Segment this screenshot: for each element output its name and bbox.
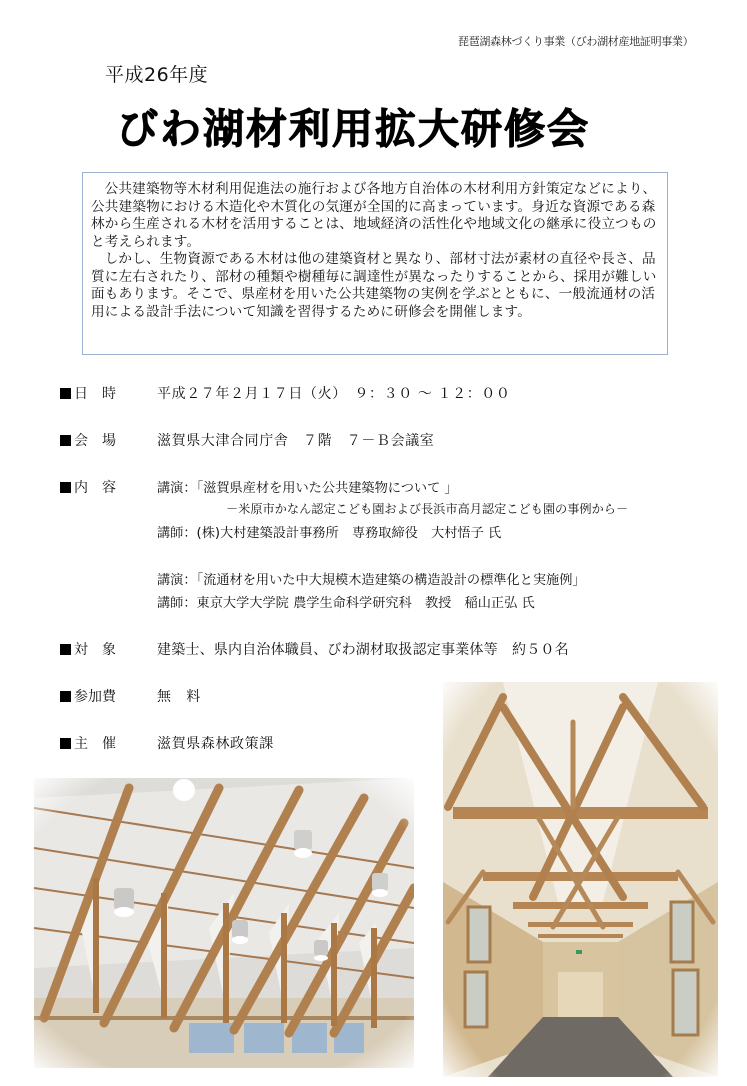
- corridor-truss-illustration: [443, 682, 718, 1077]
- bullet-square-icon: [60, 691, 71, 702]
- datetime-row: [60, 383, 511, 403]
- audience-row: [60, 639, 569, 659]
- venue-value: 滋賀県大津合同庁舎 ７階 ７－Ｂ会議室: [157, 433, 435, 449]
- hall-truss-illustration: [34, 778, 414, 1068]
- bullet-square-icon: [60, 388, 71, 399]
- fiscal-year: 平成26年度: [105, 64, 209, 86]
- organizer-value: 滋賀県森林政策課: [157, 736, 274, 752]
- bullet-square-icon: [60, 482, 71, 493]
- venue-label: 会 場: [74, 433, 116, 449]
- datetime-label: 日 時: [74, 386, 116, 402]
- bullet-square-icon: [60, 738, 71, 749]
- venue-row: [60, 430, 434, 450]
- bullet-square-icon: [60, 435, 71, 446]
- organizer-label: 主 催: [74, 736, 116, 752]
- lecture-1-title: 講演：「滋賀県産材を用いた公共建築物について 」: [157, 481, 458, 496]
- intro-box: [82, 172, 668, 355]
- lecture-2-title: 講演：「流通材を用いた中大規模木造建築の構造設計の標準化と実施例」: [157, 573, 586, 588]
- audience-value: 建築士、県内自治体職員、びわ湖材取扱認定事業体等 約５０名: [157, 642, 569, 658]
- datetime-value: 平成２７年２月１７日（火） ９：３０ ～ １２：００: [157, 386, 511, 402]
- intro-paragraph-1: 公共建築物等木材利用促進法の施行および各地方自治体の木材利用方針策定などにより、公共建築物における木造化や木質化の気運が全国的に高まっています。身近な資源である森林から生産される木材を活用することは、地域経済の活性化や地域文化の継承に役立つものと考えられます。: [91, 181, 657, 250]
- audience-label: 対 象: [74, 642, 116, 658]
- lecture-2-lecturer: 講師：東京大学大学院 農学生命科学研究科 教授 稲山正弘 氏: [157, 596, 535, 611]
- organizer-row: [60, 733, 274, 753]
- lecture-1-subtitle: －米原市かなん認定こども園および長浜市高月認定こども園の事例から－: [226, 502, 629, 516]
- page-title: びわ湖材利用拡大研修会: [117, 105, 590, 153]
- program-note: 琵琶湖森林づくり事業（びわ湖材産地証明事業）: [458, 35, 694, 48]
- wooden-truss-corridor-photo: [443, 682, 718, 1077]
- content-label: 内 容: [74, 480, 116, 496]
- fee-value: 無 料: [157, 689, 201, 705]
- wooden-roof-truss-hall-photo: [34, 778, 414, 1068]
- fee-label: 参加費: [74, 689, 116, 705]
- bullet-square-icon: [60, 644, 71, 655]
- intro-paragraph-2: しかし、生物資源である木材は他の建築資材と異なり、部材寸法が素材の直径や長さ、品質に左右されたり、部材の種類や樹種毎に調達性が異なったりすることから、採用が難しい面もあります。そこで、県産材を用いた公共建築物の実例を学ぶとともに、一般流通材の活用による設計手法について知識を習得するために研修会を開催します。: [91, 251, 657, 320]
- fee-row: [60, 686, 201, 706]
- lecture-1-lecturer: 講師：(株)大村建築設計事務所 専務取締役 大村悟子 氏: [157, 526, 502, 541]
- content-row: [60, 477, 458, 497]
